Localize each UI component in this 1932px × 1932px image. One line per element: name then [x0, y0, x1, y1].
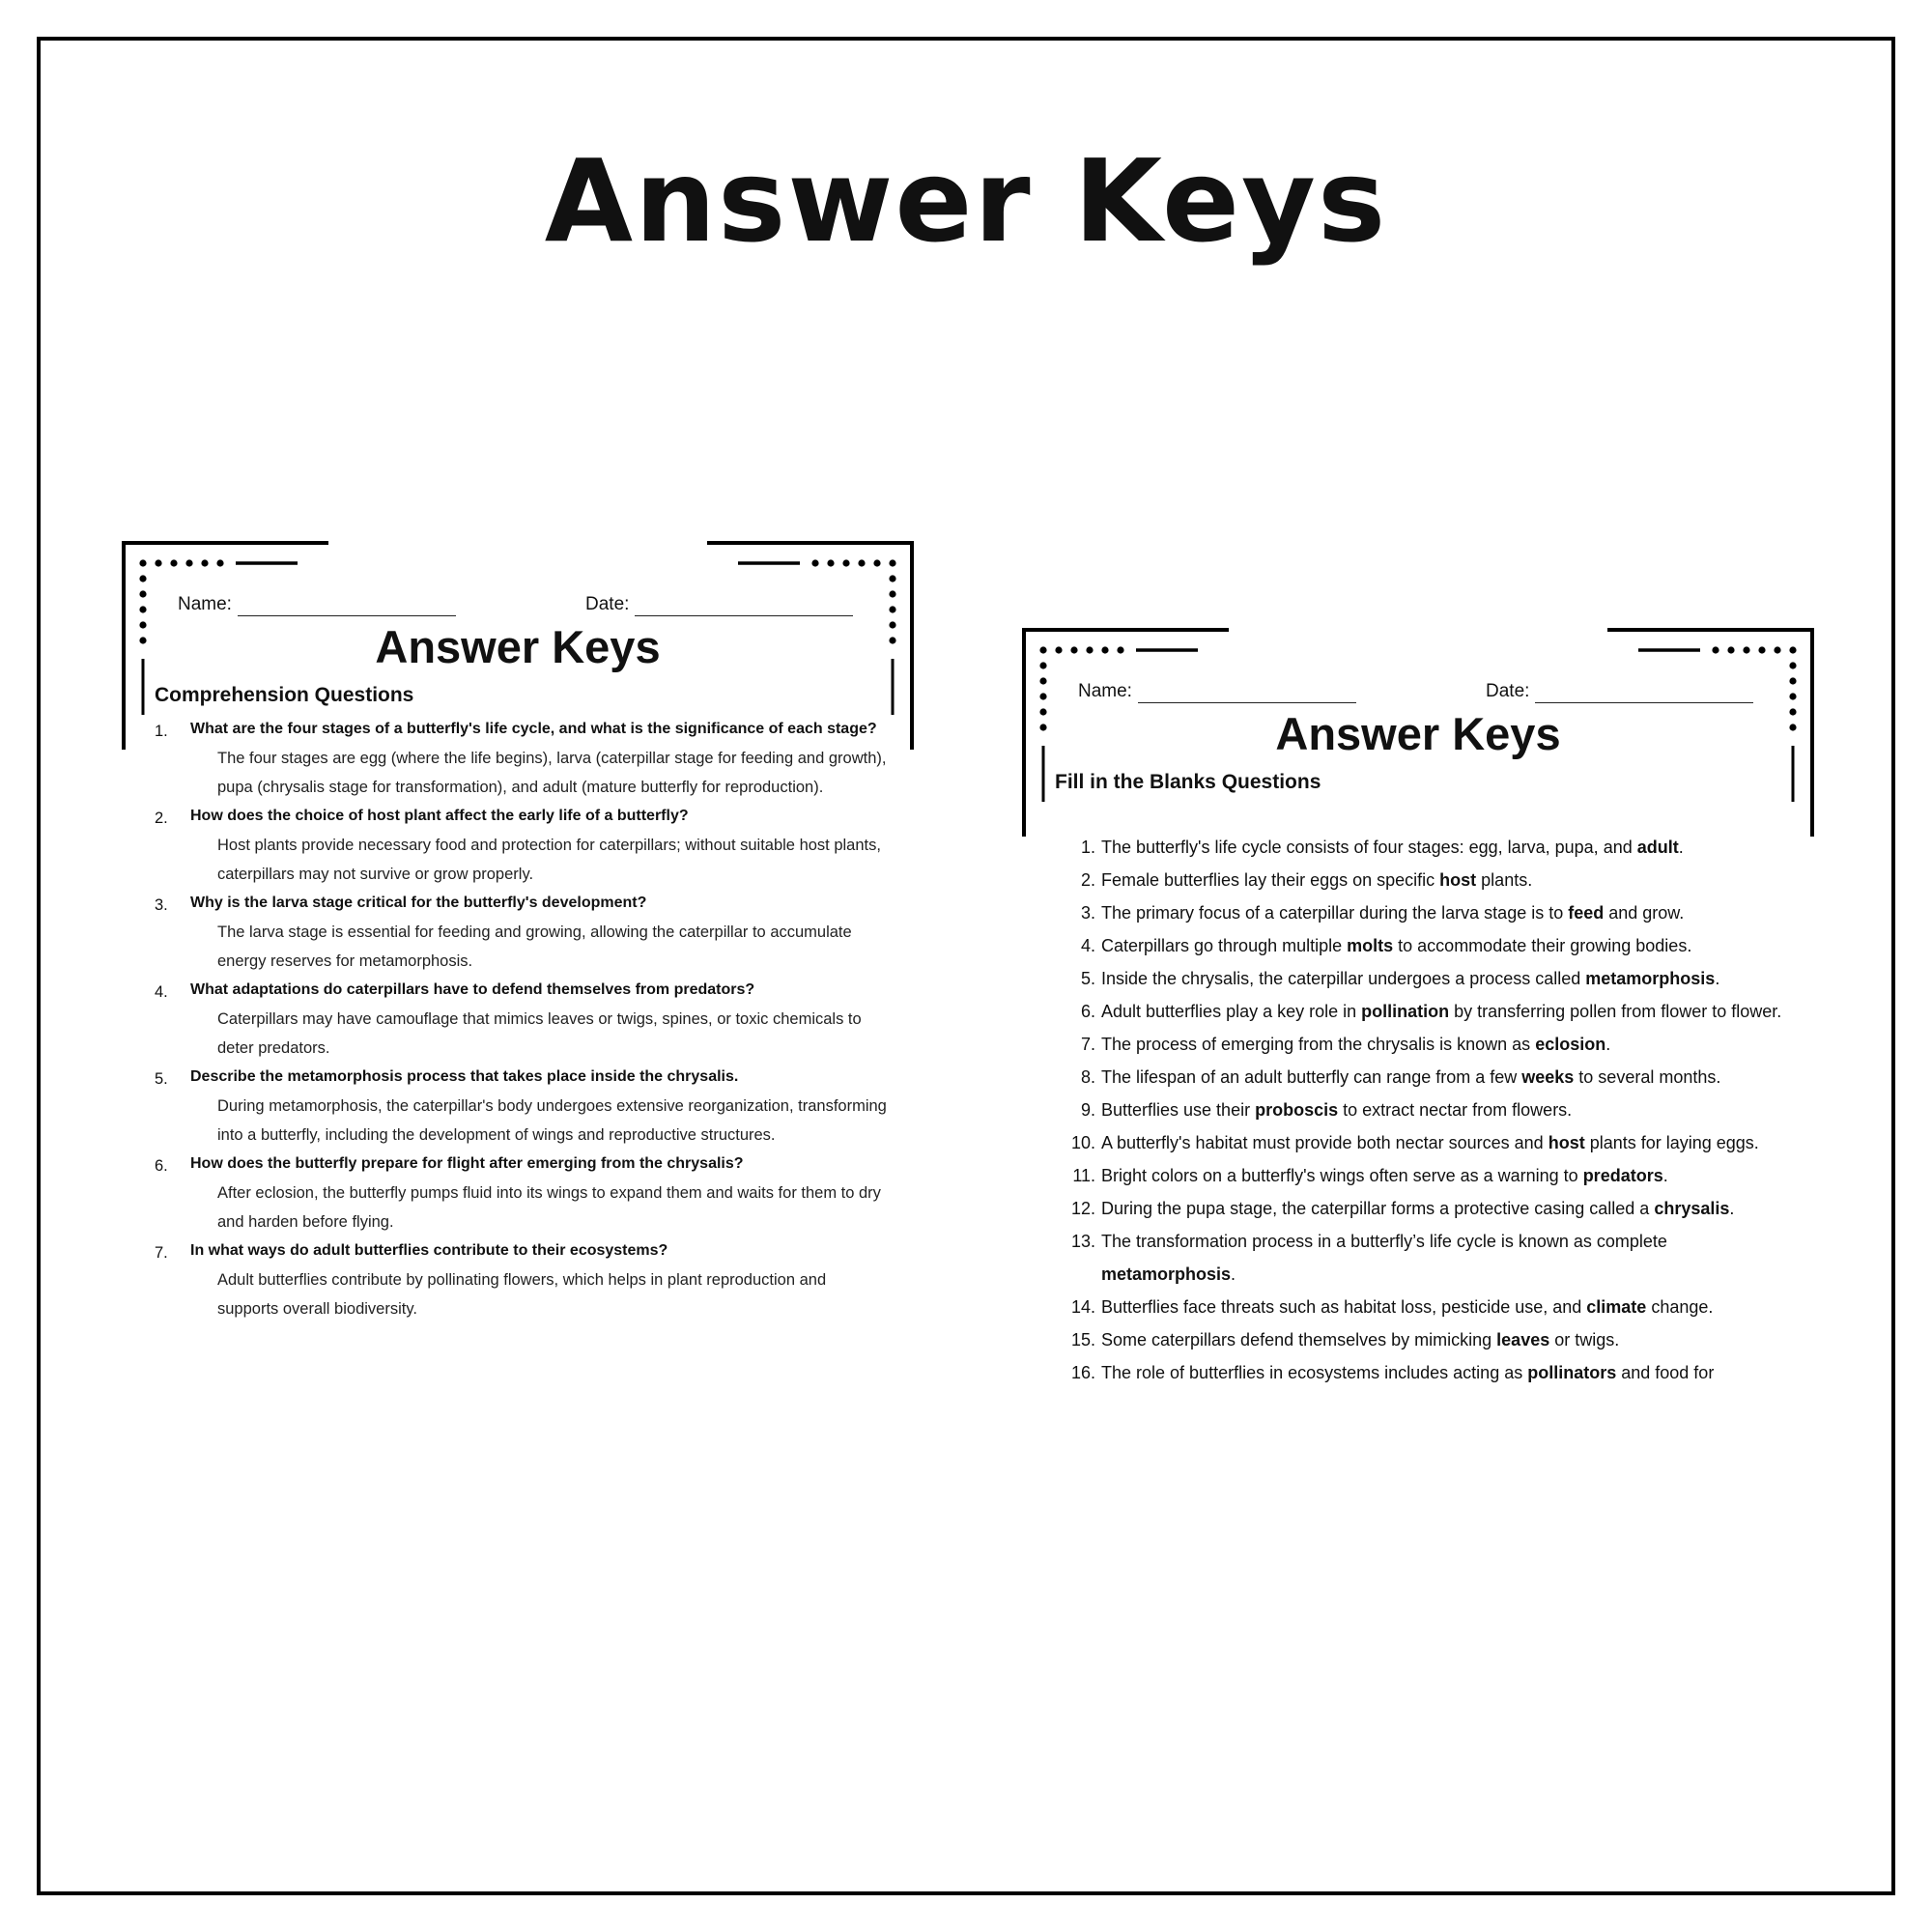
- question-text: What are the four stages of a butterfly's life cycle, and what is the significance of each stage?: [190, 721, 877, 737]
- sentence-after: .: [1715, 969, 1720, 988]
- item-number: 12.: [1070, 1199, 1095, 1218]
- sentence-after: or twigs.: [1549, 1330, 1620, 1350]
- blank-answer: metamorphosis: [1585, 969, 1716, 988]
- sentence-after: .: [1662, 1166, 1668, 1185]
- fill-blank-item: [1063, 962, 1797, 995]
- sentence-after: .: [1729, 1199, 1735, 1218]
- sentence-after: change.: [1646, 1297, 1714, 1317]
- worksheet-comprehension: [122, 541, 914, 1420]
- sentence-before: Inside the chrysalis, the caterpillar undergoes a process called: [1101, 969, 1586, 988]
- question-number: 7.: [155, 1244, 168, 1262]
- item-number: 4.: [1080, 936, 1095, 955]
- question-item: [155, 715, 889, 802]
- blank-answer: proboscis: [1255, 1100, 1339, 1120]
- question-number: 5.: [155, 1070, 168, 1088]
- question-number: 3.: [155, 896, 168, 914]
- page-title: Answer Keys: [544, 134, 1388, 268]
- sentence-before: During the pupa stage, the caterpillar forms a protective casing called a: [1101, 1199, 1655, 1218]
- blank-answer: pollination: [1361, 1002, 1450, 1021]
- sentence-before: Butterflies face threats such as habitat loss, pesticide use, and: [1101, 1297, 1587, 1317]
- answer-text: Adult butterflies contribute by pollinating flowers, which helps in plant reproduction and supports overall biodiversity.: [217, 1271, 827, 1318]
- question-item: [155, 802, 889, 889]
- item-number: 16.: [1070, 1363, 1095, 1382]
- item-number: 7.: [1080, 1035, 1095, 1054]
- name-label: Name:: [1078, 681, 1132, 701]
- blank-answer: climate: [1586, 1297, 1647, 1317]
- question-list: [155, 715, 889, 1401]
- sentence-before: Bright colors on a butterfly's wings often serve as a warning to: [1101, 1166, 1583, 1185]
- sentence-after: plants for laying eggs.: [1584, 1133, 1759, 1152]
- sentence-before: The lifespan of an adult butterfly can range from a few: [1101, 1067, 1522, 1087]
- fill-blank-list: [1063, 831, 1797, 1497]
- question-number: 2.: [155, 810, 168, 827]
- blank-answer: eclosion: [1535, 1035, 1606, 1054]
- item-number: 6.: [1080, 1002, 1095, 1021]
- fill-blank-item: [1063, 1225, 1797, 1291]
- sentence-before: A butterfly's habitat must provide both nectar sources and: [1101, 1133, 1548, 1152]
- blank-answer: leaves: [1496, 1330, 1550, 1350]
- name-label: Name:: [178, 594, 232, 614]
- item-number: 1.: [1080, 838, 1095, 857]
- sentence-after: .: [1678, 838, 1684, 857]
- answer-text: After eclosion, the butterfly pumps fluid into its wings to expand them and waits for them to dry and harden before flying.: [217, 1184, 881, 1231]
- fill-blank-item: [1063, 1291, 1797, 1323]
- fill-blank-item: [1063, 1192, 1797, 1225]
- worksheet-fill-in-the-blanks: [1022, 628, 1814, 1507]
- fill-blank-item: [1063, 1094, 1797, 1126]
- fill-blank-item: [1063, 831, 1797, 864]
- sentence-before: The process of emerging from the chrysalis is known as: [1101, 1035, 1536, 1054]
- blank-answer: molts: [1347, 936, 1394, 955]
- name-blank-line[interactable]: [238, 594, 456, 616]
- sentence-before: Caterpillars go through multiple: [1101, 936, 1348, 955]
- name-blank-line[interactable]: [1138, 681, 1356, 703]
- question-item: [155, 889, 889, 976]
- sentence-after: .: [1231, 1264, 1236, 1284]
- question-number: 1.: [155, 723, 168, 740]
- sentence-before: Female butterflies lay their eggs on specific: [1101, 870, 1440, 890]
- fill-blank-item: [1063, 1159, 1797, 1192]
- item-number: 2.: [1080, 870, 1095, 890]
- item-number: 14.: [1070, 1297, 1095, 1317]
- fill-blank-item: [1063, 995, 1797, 1028]
- blank-answer: host: [1439, 870, 1477, 890]
- sentence-before: The butterfly's life cycle consists of four stages: egg, larva, pupa, and: [1101, 838, 1637, 857]
- sentence-before: Some caterpillars defend themselves by mimicking: [1101, 1330, 1497, 1350]
- sentence-after: by transferring pollen from flower to flower.: [1449, 1002, 1782, 1021]
- item-number: 5.: [1080, 969, 1095, 988]
- blank-answer: metamorphosis: [1101, 1264, 1232, 1284]
- question-text: How does the butterfly prepare for flight after emerging from the chrysalis?: [190, 1155, 744, 1172]
- fill-blank-item: [1063, 1323, 1797, 1356]
- answer-text: The larva stage is essential for feeding and growing, allowing the caterpillar to accumulate energy reserves for metamorphosis.: [217, 923, 852, 970]
- sentence-after: to extract nectar from flowers.: [1338, 1100, 1573, 1120]
- fill-blank-item: [1063, 864, 1797, 896]
- sentence-after: to accommodate their growing bodies.: [1393, 936, 1692, 955]
- question-item: [155, 976, 889, 1063]
- question-text: How does the choice of host plant affect the early life of a butterfly?: [190, 808, 689, 824]
- sentence-before: Butterflies use their: [1101, 1100, 1256, 1120]
- question-text: What adaptations do caterpillars have to defend themselves from predators?: [190, 981, 755, 998]
- date-label: Date:: [1486, 681, 1530, 701]
- name-field: [178, 594, 456, 616]
- item-number: 10.: [1070, 1133, 1095, 1152]
- fill-blank-item: [1063, 1061, 1797, 1094]
- fill-blank-item: [1063, 1126, 1797, 1159]
- answer-text: Host plants provide necessary food and protection for caterpillars; without suitable host plants, caterpillars may not survive or grow properly.: [217, 837, 881, 883]
- answer-text: During metamorphosis, the caterpillar's body undergoes extensive reorganization, transforming into a butterfly, including the development of wings and reproductive structures.: [217, 1097, 887, 1144]
- blank-answer: adult: [1636, 838, 1679, 857]
- item-number: 11.: [1072, 1166, 1095, 1185]
- date-label: Date:: [585, 594, 630, 614]
- question-number: 6.: [155, 1157, 168, 1175]
- name-field: [1078, 681, 1356, 703]
- worksheet-title: Answer Keys: [375, 621, 661, 672]
- section-title: Comprehension Questions: [155, 684, 414, 706]
- question-text: In what ways do adult butterflies contribute to their ecosystems?: [190, 1242, 668, 1259]
- item-number: 13.: [1070, 1232, 1095, 1251]
- blank-answer: weeks: [1521, 1067, 1575, 1087]
- item-number: 8.: [1080, 1067, 1095, 1087]
- fill-blank-item: [1063, 1356, 1797, 1389]
- blank-answer: predators: [1582, 1166, 1663, 1185]
- blank-answer: feed: [1568, 903, 1605, 923]
- section-title: Fill in the Blanks Questions: [1055, 771, 1321, 793]
- fill-blank-item: [1063, 929, 1797, 962]
- blank-answer: pollinators: [1527, 1363, 1617, 1382]
- sentence-after: and food for: [1616, 1363, 1715, 1382]
- sentence-after: and grow.: [1604, 903, 1685, 923]
- question-item: [155, 1063, 889, 1150]
- question-number: 4.: [155, 983, 168, 1001]
- sentence-after: to several months.: [1574, 1067, 1721, 1087]
- sentence-before: The role of butterflies in ecosystems includes acting as: [1101, 1363, 1528, 1382]
- sentence-before: The transformation process in a butterfly’s life cycle is known as complete: [1101, 1232, 1667, 1251]
- question-text: Why is the larva stage critical for the butterfly's development?: [190, 895, 647, 911]
- worksheet-title: Answer Keys: [1275, 708, 1561, 759]
- answer-text: The four stages are egg (where the life begins), larva (caterpillar stage for feeding and growth), pupa (chrysalis stage for transformation), and adult (mature butterfly for reproduction).: [217, 750, 887, 796]
- item-number: 15.: [1070, 1330, 1095, 1350]
- sentence-before: The primary focus of a caterpillar during the larva stage is to: [1101, 903, 1569, 923]
- item-number: 3.: [1080, 903, 1095, 923]
- sentence-after: .: [1605, 1035, 1611, 1054]
- question-text: Describe the metamorphosis process that takes place inside the chrysalis.: [190, 1068, 739, 1085]
- question-item: [155, 1236, 889, 1323]
- answer-text: Caterpillars may have camouflage that mimics leaves or twigs, spines, or toxic chemicals to deter predators.: [217, 1010, 862, 1057]
- blank-answer: chrysalis: [1654, 1199, 1730, 1218]
- item-number: 9.: [1080, 1100, 1095, 1120]
- date-field: [585, 594, 853, 616]
- fill-blank-item: [1063, 1028, 1797, 1061]
- date-blank-line[interactable]: [635, 594, 853, 616]
- question-item: [155, 1150, 889, 1236]
- sentence-before: Adult butterflies play a key role in: [1101, 1002, 1362, 1021]
- sentence-after: plants.: [1476, 870, 1533, 890]
- blank-answer: host: [1548, 1133, 1585, 1152]
- date-field: [1486, 681, 1753, 703]
- date-blank-line[interactable]: [1535, 681, 1753, 703]
- fill-blank-item: [1063, 896, 1797, 929]
